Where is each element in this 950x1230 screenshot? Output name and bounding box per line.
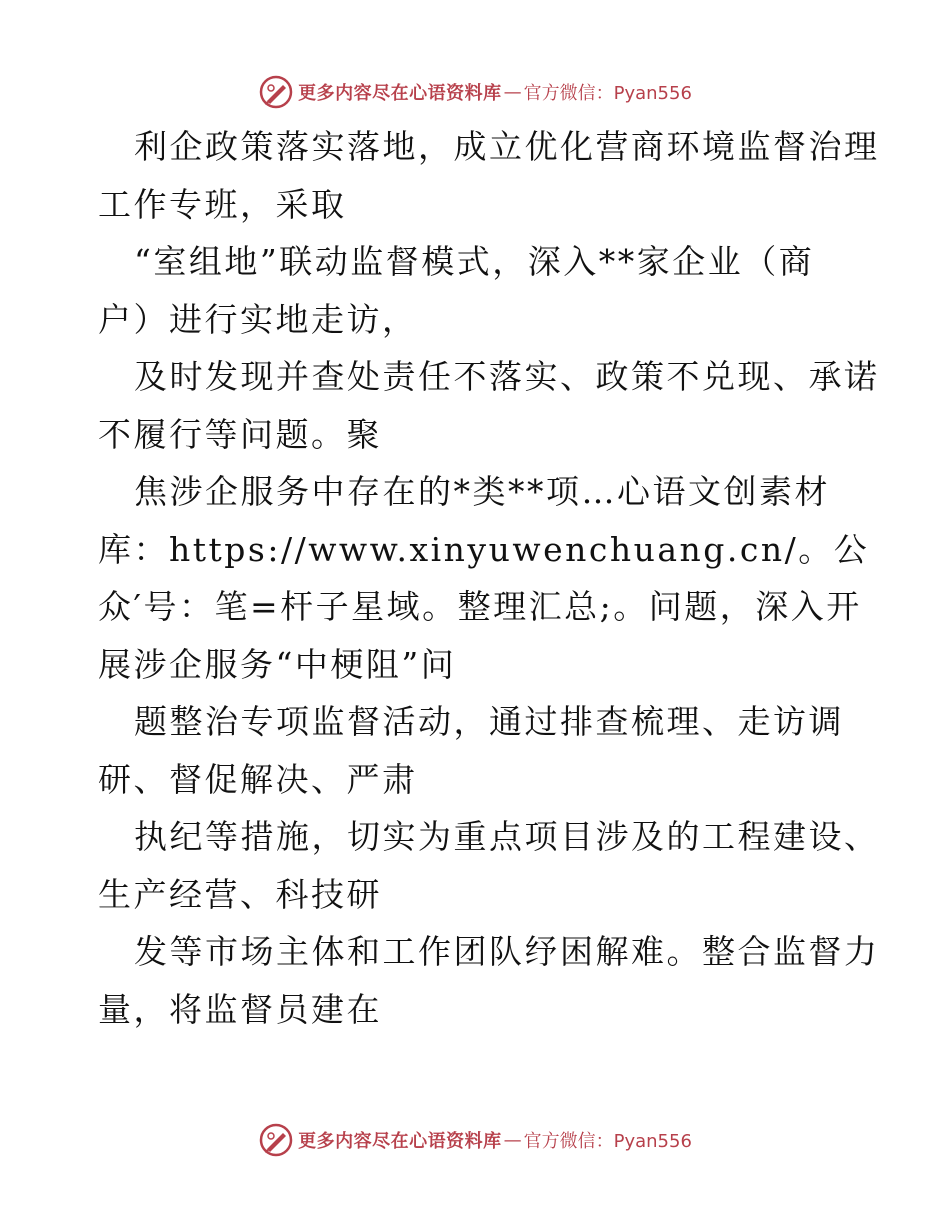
paragraph bbox=[98, 463, 870, 578]
paragraph-line: 量，将监督员建在 bbox=[98, 989, 382, 1029]
paragraph bbox=[98, 578, 862, 693]
paragraph-line: 库：https://www.xinyuwenchuang.cn/。公 bbox=[98, 529, 870, 569]
paragraph-line: 执纪等措施，切实为重点项目涉及的工程建设、 bbox=[134, 817, 880, 856]
document-body bbox=[98, 118, 880, 1038]
paragraph-line: 焦涉企服务中存在的*类**项…心语文创素材 bbox=[134, 472, 830, 511]
paragraph bbox=[98, 693, 858, 808]
paragraph bbox=[98, 233, 858, 348]
paragraph bbox=[98, 348, 880, 463]
paragraph-line: 众′号：笔=杆子星域。整理汇总;。问题，深入开 bbox=[98, 587, 862, 626]
footer-watermark bbox=[0, 1120, 950, 1160]
header-watermark bbox=[0, 72, 950, 112]
paragraph bbox=[98, 118, 880, 233]
paragraph-line: 题整治专项监督活动，通过排查梳理、走访调 bbox=[134, 702, 844, 741]
pen-logo-icon bbox=[258, 74, 294, 110]
paragraph-line: 研、督促解决、严肃 bbox=[98, 759, 418, 799]
paragraph-line: 展涉企服务“中梗阻”问 bbox=[98, 644, 457, 684]
banner-separator: — bbox=[503, 81, 522, 103]
banner-wechat: 官方微信：Pyan556 bbox=[523, 1131, 692, 1152]
banner-brand: 更多内容尽在心语资料库 bbox=[298, 83, 502, 104]
paragraph-line: 不履行等问题。聚 bbox=[98, 414, 382, 454]
paragraph-line: 发等市场主体和工作团队纾困解难。整合监督力 bbox=[134, 932, 880, 971]
banner-wechat: 官方微信：Pyan556 bbox=[523, 83, 692, 104]
paragraph-line: 生产经营、科技研 bbox=[98, 874, 382, 914]
paragraph-line: 工作专班，采取 bbox=[98, 184, 347, 224]
paragraph bbox=[98, 923, 880, 1038]
banner-separator: — bbox=[503, 1129, 522, 1151]
banner-brand: 更多内容尽在心语资料库 bbox=[298, 1131, 502, 1152]
paragraph-line: “室组地”联动监督模式，深入**家企业（商 bbox=[134, 242, 815, 281]
paragraph-line: 利企政策落实落地，成立优化营商环境监督治理 bbox=[134, 127, 880, 166]
pen-logo-icon bbox=[258, 1122, 294, 1158]
paragraph-line: 户）进行实地走访， bbox=[98, 299, 418, 339]
paragraph bbox=[98, 808, 880, 923]
paragraph-line: 及时发现并查处责任不落实、政策不兑现、承诺 bbox=[134, 357, 880, 396]
